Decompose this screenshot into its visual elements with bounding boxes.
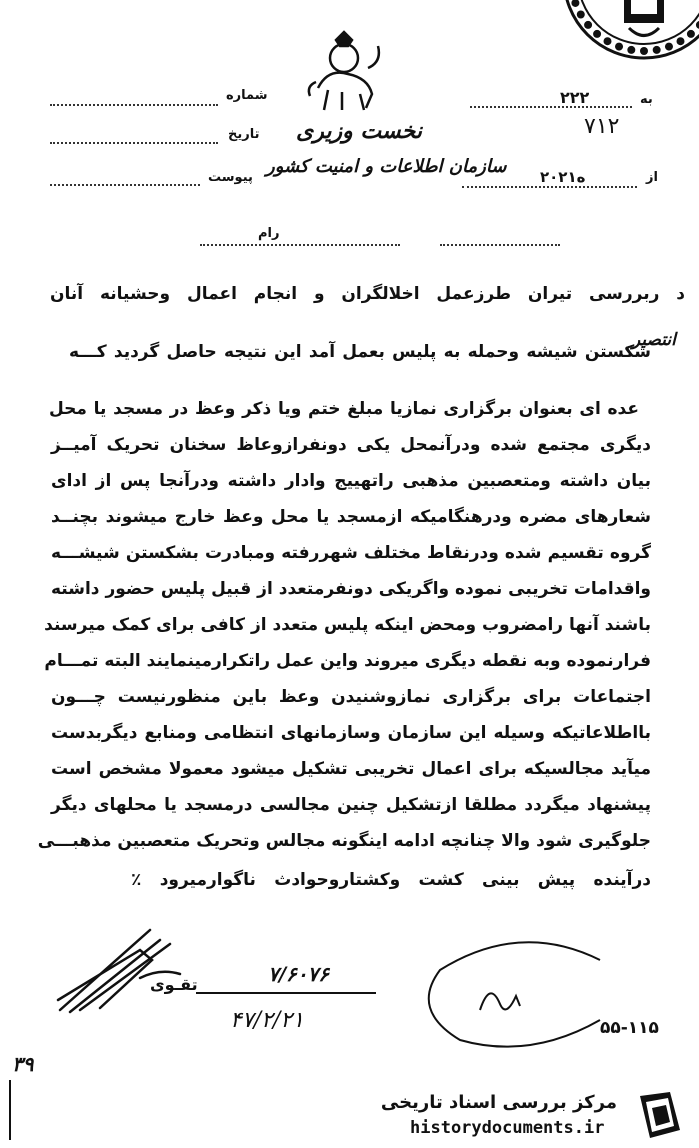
left-margin-line (9, 1080, 11, 1140)
signature-name: تقـوی (150, 975, 198, 994)
footer-org-name: مرکز بررسی اسناد تاریخی (380, 1092, 617, 1113)
body-line: عده ای بعنوان برگزاری نمازیا مبلغ ختم ویا ذکر وعظ در مسجد یا محل (49, 399, 639, 419)
signature-number: ۷/۶۰۷۶ (268, 962, 330, 986)
body-line: جلوگیری شود والا چنانچه ادامه اینگونه مجالس وتحریک متعصبین مذهبـــی (37, 831, 651, 851)
body-line: بااطلاعاتیکه وسیله این سازمان وسازمانهای انتظامی ومنابع دیگربدست (51, 723, 651, 743)
signature-underline (196, 992, 376, 994)
org-title-line2: سازمان اطلاعات و امنیت کشور (266, 156, 507, 177)
lion-and-sun-emblem-icon (298, 28, 390, 116)
royal-seal-icon (549, 0, 699, 78)
body-line: پیشنهاد میگردد مطلقا ازتشکیل چنین مجالسی درمسجد یا محلهای دیگر (51, 795, 651, 815)
org-title-line1: نخست وزیری (296, 118, 422, 144)
date-field-line (50, 142, 218, 144)
from-prefix: از (646, 170, 658, 185)
body-line: گروه تقسیم شده ودرنقاط مختلف شهررفته ومبادرت بشکستن شیشـــه (51, 543, 651, 563)
attachment-field-line (50, 184, 200, 186)
to-field-line (470, 106, 632, 108)
to-prefix: به (640, 92, 653, 107)
bottom-right-code: ۵۵-۱۱۵ (600, 1018, 659, 1038)
signature-scribble-icon (40, 920, 240, 1020)
to-value: ۲۲۲ (560, 88, 590, 107)
from-value: ۲۰۲۱ه (540, 168, 586, 186)
body-line: میآید مجالسیکه برای اعمال تخریبی تشکیل میشود معمولا مشخص است (51, 759, 651, 779)
body-line: د ربررسی تیران طرزعمل اخلالگران و انجام اعمال وحشیانه آنان (50, 284, 685, 304)
page-number-handwritten: ۳۹ (12, 1052, 34, 1076)
body-line: شکستن شیشه وحمله به پلیس بعمل آمد این نتیجه حاصل گردید کـــه (69, 342, 651, 362)
archive-logo-icon (630, 1090, 690, 1142)
body-line: اجتماعات برای برگزاری نمازوشنیدن وعظ باین منظورنیست چـــون (51, 687, 651, 707)
margin-note: انتصیر (632, 330, 676, 350)
footer-website: historydocuments.ir (410, 1118, 605, 1138)
date-label: تاریخ (228, 127, 260, 142)
subject-field-line (200, 244, 400, 246)
signature-date: ۴۷/۲/۲۱ (230, 1008, 304, 1033)
right-number: ۷۱۲ (584, 114, 620, 139)
body-line: فرارنموده وبه نقطه دیگری میروند واین عمل راتکرارمینمایند البته تمـــام (44, 651, 651, 671)
handwritten-circle-mark-icon (400, 930, 610, 1060)
body-line: بیان داشته ومتعصبین مذهبی راتهییج وادار داشته ودرآنجا پس از ادای (51, 471, 651, 491)
attachment-label: پیوست (208, 170, 253, 185)
number-field-line (50, 104, 218, 106)
body-line: باشند آنها رامضروب ومحض اینکه پلیس متعدد از کافی برای کمک میرسند (44, 615, 651, 635)
body-line: دیگری مجتمع شده ودرآنمحل یکی دونفرازوعاظ سخنان تحریک آمیــز (51, 435, 651, 455)
subject-field-line-right (440, 244, 560, 246)
from-field-line (462, 186, 637, 188)
body-line: شعارهای مضره ودرهنگامیکه ازمسجد یا محل وعظ خارج میشوند بچنــد (51, 507, 651, 527)
body-line: واقدامات تخریبی نموده واگریکی دونفرمتعدد از قبیل پلیس حضور داشته (51, 579, 651, 599)
subject-line: رام (258, 226, 280, 241)
number-label: شماره (226, 88, 268, 103)
body-line: درآینده پیش بینی کشت وکشتاروحوادث ناگوارمیرود ٪ (131, 870, 651, 890)
